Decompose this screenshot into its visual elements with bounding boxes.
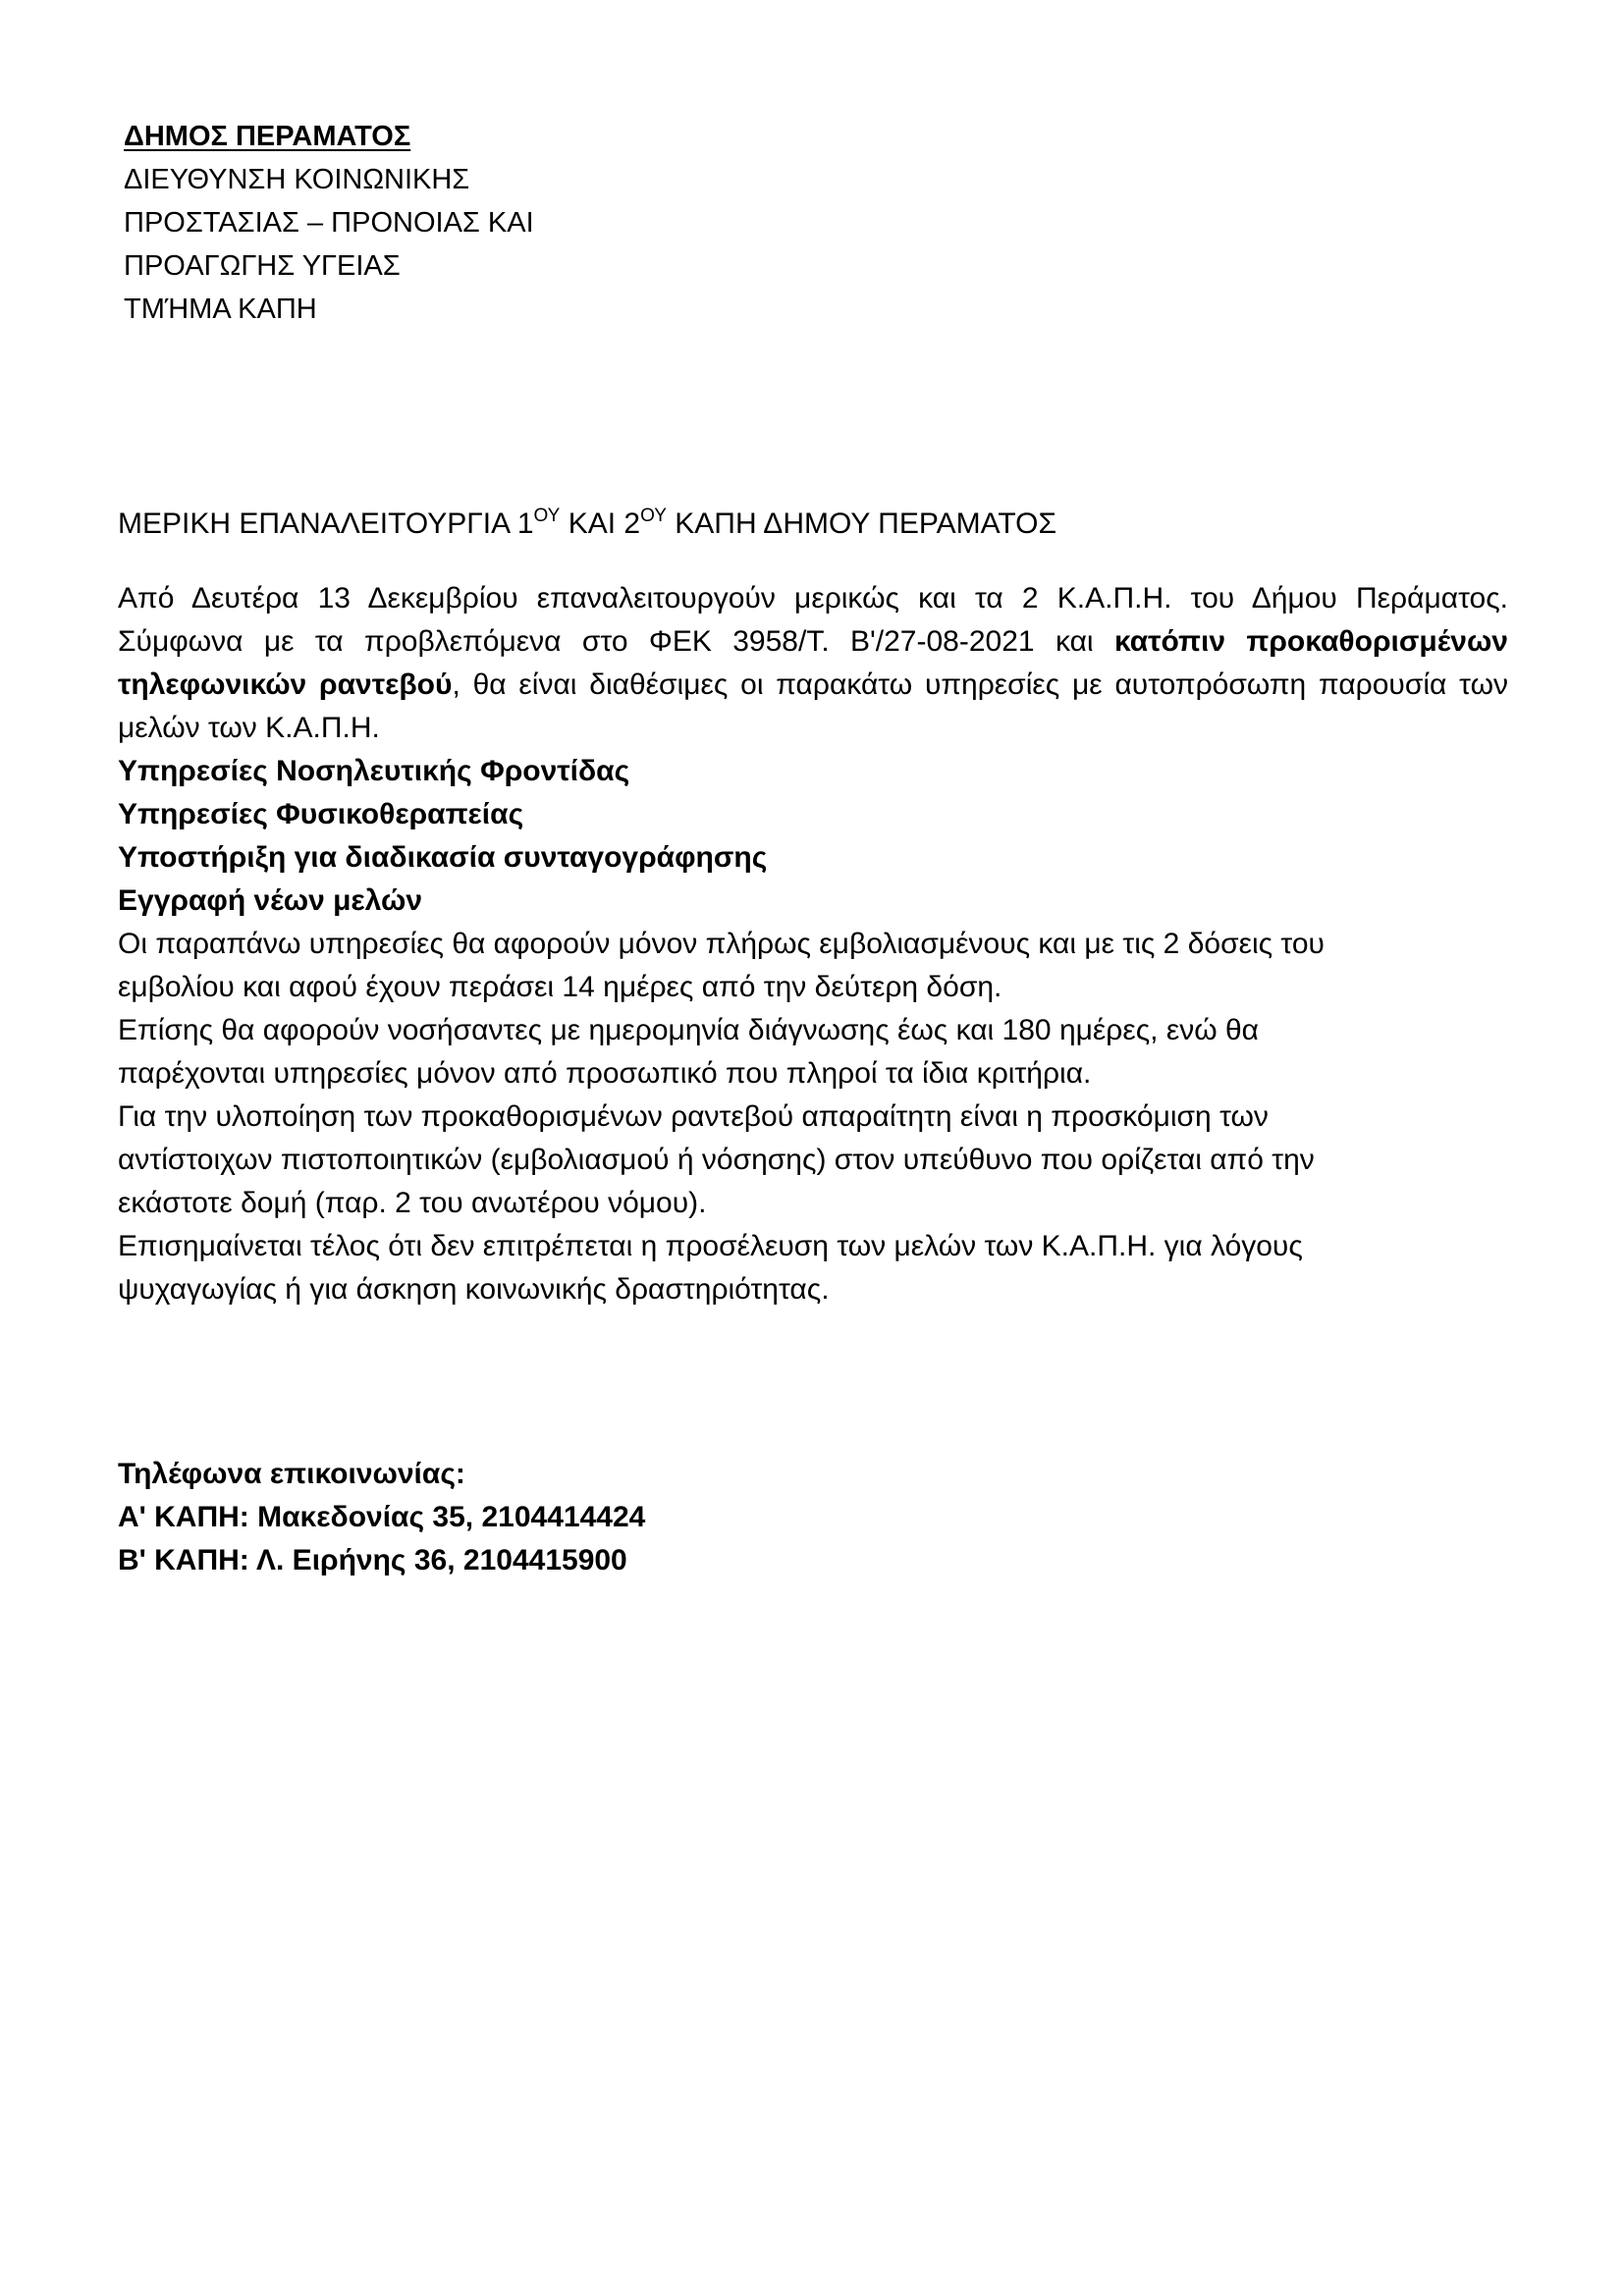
contact-entry: Β' ΚΑΠΗ: Λ. Ειρήνης 36, 2104415900 [118,1544,627,1576]
intro-text: , θα είναι διαθέσιμες οι παρακάτω υπηρεσίες με αυτοπρόσωπη παρουσία των μελών των Κ.Α.Π.Η. [118,668,1508,744]
eligibility-paragraph [118,923,1508,1009]
paragraph-line: εκάστοτε δομή (παρ. 2 του ανωτέρου νόμου). [118,1187,707,1219]
paragraph-line: αντίστοιχων πιστοποιητικών (εμβολιασμού ή νόσησης) στον υπεύθυνο που ορίζεται από την [118,1144,1315,1176]
service-item: Υπηρεσίες Φυσικοθεραπείας [118,798,524,830]
title-part: ΚΑΠΗ ΔΗΜΟΥ ΠΕΡΑΜΑΤΟΣ [666,507,1057,540]
service-item: Εγγραφή νέων μελών [118,884,423,917]
contacts-block [118,1453,645,1582]
recovered-paragraph [118,1009,1508,1095]
title-superscript: ΟΥ [640,506,667,526]
service-item: Υποστήριξη για διαδικασία συνταγογράφησης [118,841,768,874]
intro-emphasis: κατόπιν προκαθορισμένων τηλεφωνικών ραντεβού [118,625,1508,701]
title-superscript: ΟΥ [533,506,561,526]
title-part: ΚΑΙ 2 [560,507,641,540]
letterhead-line: ΠΡΟΑΓΩΓΗΣ ΥΓΕΙΑΣ [124,250,401,282]
letterhead-line: ΔΙΕΥΘΥΝΣΗ ΚΟΙΝΩΝΙΚΗΣ [124,164,470,195]
service-item: Υπηρεσίες Νοσηλευτικής Φροντίδας [118,755,630,787]
organization-name: ΔΗΜΟΣ ΠΕΡΑΜΑΤΟΣ [124,121,411,152]
paragraph-line: εμβολίου και αφού έχουν περάσει 14 ημέρες από την δεύτερη δόση. [118,971,1002,1003]
paragraph-line: Επίσης θα αφορούν νοσήσαντες με ημερομηνία διάγνωσης έως και 180 ημέρες, ενώ θα [118,1014,1260,1046]
paragraph-line: Οι παραπάνω υπηρεσίες θα αφορούν μόνον πλήρως εμβολιασμένους και με τις 2 δόσεις του [118,928,1325,960]
document-title [118,503,1056,546]
letterhead-line: ΤΜΉΜΑ ΚΑΠΗ [124,294,317,325]
restrictions-paragraph [118,1225,1508,1311]
title-part: ΜΕΡΙΚΗ ΕΠΑΝΑΛΕΙΤΟΥΡΓΙΑ 1 [118,507,534,540]
paragraph-line: Επισημαίνεται τέλος ότι δεν επιτρέπεται η προσέλευση των μελών των Κ.Α.Π.Η. για λόγους [118,1230,1303,1262]
services-list [118,750,1508,923]
document-body [118,577,1508,1311]
contacts-heading: Τηλέφωνα επικοινωνίας: [118,1458,465,1490]
paragraph-line: ψυχαγωγίας ή για άσκηση κοινωνικής δραστηριότητας. [118,1273,830,1306]
paragraph-line: Για την υλοποίηση των προκαθορισμένων ραντεβού απαραίτητη είναι η προσκόμιση των [118,1100,1269,1133]
letterhead [124,115,534,331]
intro-paragraph [118,577,1508,750]
certificates-paragraph [118,1095,1508,1225]
paragraph-line: παρέχονται υπηρεσίες μόνον από προσωπικό που πληροί τα ίδια κριτήρια. [118,1057,1092,1090]
letterhead-line: ΠΡΟΣΤΑΣΙΑΣ – ΠΡΟΝΟΙΑΣ ΚΑΙ [124,207,534,239]
intro-text: Από Δευτέρα 13 Δεκεμβρίου επαναλειτουργούν μερικώς και τα 2 Κ.Α.Π.Η. του Δήμου Περάματος. Σύμφωνα με τα προβλεπόμενα στο ΦΕΚ 3958/Τ. Β'/27-08-2021 και [118,582,1508,658]
contact-entry: Α' ΚΑΠΗ: Μακεδονίας 35, 2104414424 [118,1501,646,1533]
